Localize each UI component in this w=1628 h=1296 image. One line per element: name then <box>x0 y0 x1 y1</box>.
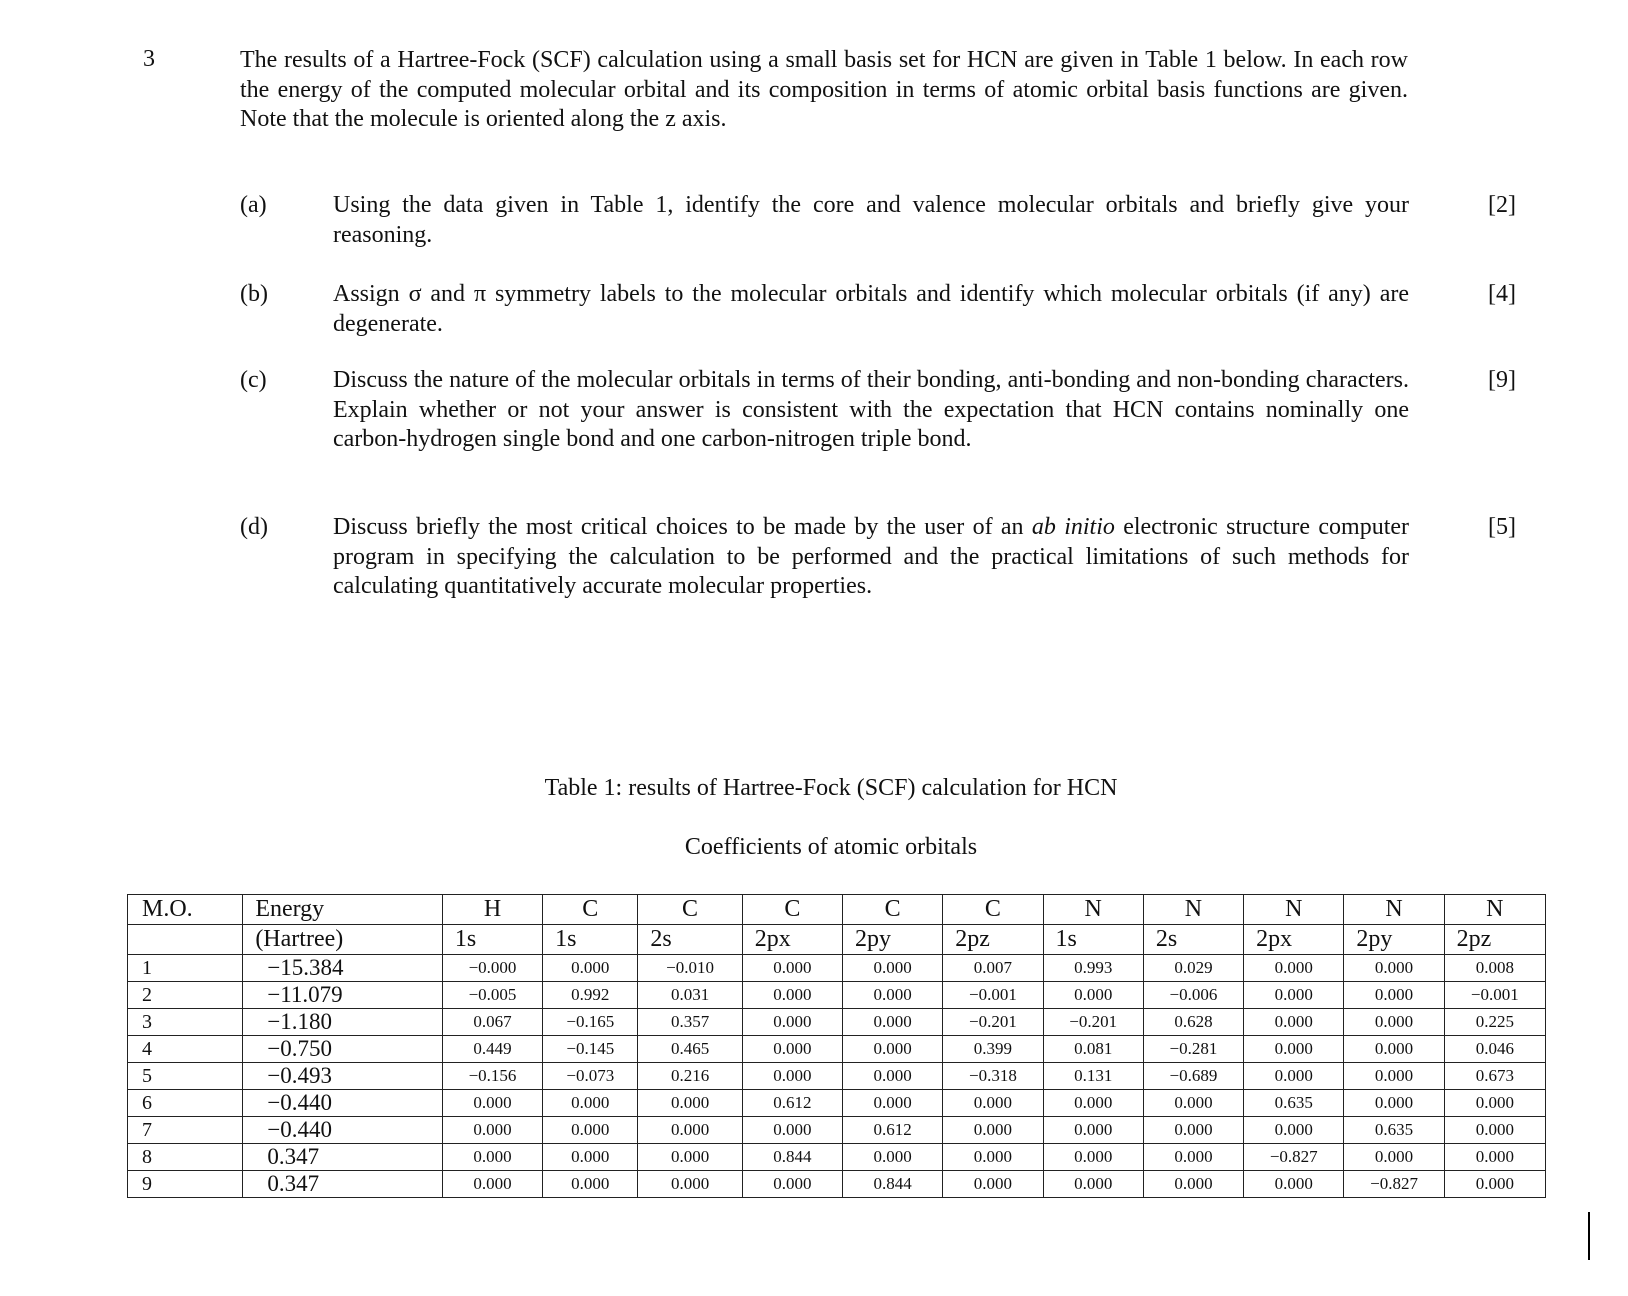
coefficient-cell: −0.827 <box>1244 1144 1344 1171</box>
question-number: 3 <box>143 46 155 72</box>
part-label: (a) <box>240 192 267 218</box>
coefficient-cell: 0.000 <box>943 1090 1043 1117</box>
coefficient-cell: 0.000 <box>1444 1090 1545 1117</box>
energy-cell: −1.180 <box>243 1009 443 1036</box>
coefficient-cell: 0.000 <box>842 1063 942 1090</box>
coefficient-cell: 0.000 <box>1344 1144 1444 1171</box>
coefficient-cell: 0.000 <box>543 1117 638 1144</box>
coefficient-cell: −0.281 <box>1143 1036 1243 1063</box>
part-text: Discuss the nature of the molecular orbitals in terms of their bonding, anti-bonding and non-bonding characters. Explain whether or not your answer is consistent with the expectation that HCN contains nominally one carbon-hydrogen single bond and one carbon-nitrogen triple bond. <box>333 367 1409 452</box>
header-cell: C <box>638 895 742 925</box>
part-marks: [9] <box>1488 367 1516 393</box>
energy-cell: −0.493 <box>243 1063 443 1090</box>
coefficient-cell: 0.029 <box>1143 955 1243 982</box>
header-cell: C <box>943 895 1043 925</box>
coefficient-cell: 0.449 <box>442 1036 542 1063</box>
header-row-orbital <box>128 925 1546 955</box>
header-cell: 1s <box>1043 925 1143 955</box>
coefficient-cell: 0.000 <box>543 1171 638 1198</box>
coefficient-cell: 0.067 <box>442 1009 542 1036</box>
coefficient-cell: −0.001 <box>1444 982 1545 1009</box>
coefficient-cell: 0.000 <box>1444 1171 1545 1198</box>
mo-index-cell: 6 <box>128 1090 243 1117</box>
coefficient-cell: −0.201 <box>943 1009 1043 1036</box>
coefficient-cell: 0.000 <box>543 955 638 982</box>
coefficient-cell: 0.225 <box>1444 1009 1545 1036</box>
coefficient-cell: −0.001 <box>943 982 1043 1009</box>
mo-index-cell: 2 <box>128 982 243 1009</box>
part-text <box>333 513 1409 602</box>
table-row <box>128 1090 1546 1117</box>
coefficient-cell: 0.000 <box>1344 1036 1444 1063</box>
coefficient-cell: 0.000 <box>943 1171 1043 1198</box>
coefficient-cell: −0.165 <box>543 1009 638 1036</box>
coefficient-cell: −0.827 <box>1344 1171 1444 1198</box>
coefficient-cell: 0.000 <box>1344 1009 1444 1036</box>
energy-cell: −11.079 <box>243 982 443 1009</box>
mo-coefficients-table <box>127 894 1546 1198</box>
header-cell: H <box>442 895 542 925</box>
part-text-italic: ab initio <box>1031 514 1115 540</box>
table-row <box>128 1036 1546 1063</box>
coefficient-cell: −0.689 <box>1143 1063 1243 1090</box>
header-cell: 2px <box>1244 925 1344 955</box>
header-cell: M.O. <box>128 895 243 925</box>
header-cell: N <box>1143 895 1243 925</box>
table-row <box>128 1063 1546 1090</box>
coefficient-cell: 0.000 <box>442 1144 542 1171</box>
energy-cell: −0.750 <box>243 1036 443 1063</box>
coefficient-cell: 0.673 <box>1444 1063 1545 1090</box>
coefficient-cell: 0.000 <box>543 1144 638 1171</box>
mo-index-cell: 9 <box>128 1171 243 1198</box>
part-label: (c) <box>240 367 267 393</box>
coefficient-cell: 0.031 <box>638 982 742 1009</box>
coefficient-cell: −0.000 <box>442 955 542 982</box>
header-cell: 2pz <box>943 925 1043 955</box>
coefficient-cell: 0.000 <box>1244 982 1344 1009</box>
table-subcaption: Coefficients of atomic orbitals <box>684 834 978 860</box>
coefficient-cell: 0.000 <box>638 1144 742 1171</box>
question-intro: The results of a Hartree-Fock (SCF) calculation using a small basis set for HCN are given in Table 1 below. In each row the energy of the computed molecular orbital and its composition in terms of atomic orbital basis functions are given. Note that the molecule is oriented along the z axis. <box>240 47 1408 132</box>
mo-index-cell: 7 <box>128 1117 243 1144</box>
coefficient-cell: 0.357 <box>638 1009 742 1036</box>
coefficient-cell: 0.000 <box>742 955 842 982</box>
coefficient-cell: −0.156 <box>442 1063 542 1090</box>
table-row <box>128 1171 1546 1198</box>
coefficient-cell: 0.000 <box>1043 1090 1143 1117</box>
header-row-atom <box>128 895 1546 925</box>
table-row <box>128 1144 1546 1171</box>
mo-index-cell: 5 <box>128 1063 243 1090</box>
coefficient-cell: −0.010 <box>638 955 742 982</box>
coefficient-cell: −0.145 <box>543 1036 638 1063</box>
header-cell: 2py <box>842 925 942 955</box>
part-text-after: electronic structure computer program in specifying the calculation to be performed and the practical limitations of such methods for calculating quantitatively accurate molecular properties. <box>333 514 1410 599</box>
coefficient-cell: 0.000 <box>638 1117 742 1144</box>
energy-cell: −0.440 <box>243 1117 443 1144</box>
coefficient-cell: 0.000 <box>1244 955 1344 982</box>
coefficient-cell: 0.993 <box>1043 955 1143 982</box>
coefficient-cell: 0.000 <box>1244 1036 1344 1063</box>
energy-cell: −15.384 <box>243 955 443 982</box>
coefficient-cell: 0.000 <box>742 1171 842 1198</box>
energy-cell: −0.440 <box>243 1090 443 1117</box>
coefficient-cell: 0.635 <box>1244 1090 1344 1117</box>
header-cell: 2px <box>742 925 842 955</box>
header-cell: N <box>1444 895 1545 925</box>
header-cell: 2py <box>1344 925 1444 955</box>
coefficient-cell: 0.000 <box>1244 1117 1344 1144</box>
header-cell: N <box>1344 895 1444 925</box>
header-cell: N <box>1043 895 1143 925</box>
coefficient-cell: 0.046 <box>1444 1036 1545 1063</box>
mo-index-cell: 4 <box>128 1036 243 1063</box>
header-cell: C <box>842 895 942 925</box>
mo-index-cell: 1 <box>128 955 243 982</box>
coefficient-cell: 0.000 <box>842 1144 942 1171</box>
mo-index-cell: 3 <box>128 1009 243 1036</box>
coefficient-cell: 0.000 <box>1344 1090 1444 1117</box>
part-marks: [4] <box>1488 281 1516 307</box>
coefficient-cell: 0.000 <box>442 1090 542 1117</box>
coefficient-cell: 0.000 <box>1444 1117 1545 1144</box>
header-cell <box>128 925 243 955</box>
coefficient-cell: 0.000 <box>742 1063 842 1090</box>
text-cursor <box>1588 1212 1590 1260</box>
coefficient-cell: 0.216 <box>638 1063 742 1090</box>
header-cell: Energy <box>243 895 443 925</box>
coefficient-cell: 0.008 <box>1444 955 1545 982</box>
coefficient-cell: 0.465 <box>638 1036 742 1063</box>
table-row <box>128 982 1546 1009</box>
part-marks: [2] <box>1488 192 1516 218</box>
coefficient-cell: 0.992 <box>543 982 638 1009</box>
coefficient-cell: 0.000 <box>842 955 942 982</box>
coefficient-cell: 0.000 <box>842 1090 942 1117</box>
coefficient-cell: 0.000 <box>1043 1117 1143 1144</box>
table-row <box>128 1009 1546 1036</box>
table-row <box>128 1117 1546 1144</box>
part-text: Using the data given in Table 1, identify the core and valence molecular orbitals and briefly give your reasoning. <box>333 192 1409 248</box>
coefficient-cell: 0.612 <box>742 1090 842 1117</box>
coefficient-cell: 0.000 <box>842 982 942 1009</box>
coefficient-cell: 0.000 <box>1043 1144 1143 1171</box>
coefficient-cell: 0.000 <box>742 1117 842 1144</box>
coefficient-cell: 0.000 <box>1344 955 1444 982</box>
coefficient-cell: −0.201 <box>1043 1009 1143 1036</box>
coefficient-cell: 0.007 <box>943 955 1043 982</box>
coefficient-cell: −0.005 <box>442 982 542 1009</box>
coefficient-cell: −0.073 <box>543 1063 638 1090</box>
coefficient-cell: 0.000 <box>943 1144 1043 1171</box>
header-cell: N <box>1244 895 1344 925</box>
coefficient-cell: 0.000 <box>638 1090 742 1117</box>
header-cell: 2s <box>638 925 742 955</box>
coefficient-cell: 0.399 <box>943 1036 1043 1063</box>
coefficient-cell: −0.006 <box>1143 982 1243 1009</box>
coefficient-cell: 0.000 <box>1344 982 1444 1009</box>
coefficient-cell: 0.000 <box>943 1117 1043 1144</box>
part-text-before: Discuss briefly the most critical choices to be made by the user of an <box>333 514 1032 540</box>
coefficient-cell: 0.000 <box>1143 1171 1243 1198</box>
header-cell: 1s <box>543 925 638 955</box>
table-caption: Table 1: results of Hartree-Fock (SCF) calculation for HCN <box>544 775 1118 801</box>
coefficient-cell: 0.081 <box>1043 1036 1143 1063</box>
coefficient-cell: 0.000 <box>742 1009 842 1036</box>
header-cell: 2s <box>1143 925 1243 955</box>
coefficient-cell: 0.000 <box>638 1171 742 1198</box>
coefficient-cell: 0.000 <box>1143 1144 1243 1171</box>
coefficient-cell: −0.318 <box>943 1063 1043 1090</box>
coefficient-cell: 0.000 <box>1244 1063 1344 1090</box>
coefficient-cell: 0.000 <box>742 982 842 1009</box>
coefficient-cell: 0.000 <box>742 1036 842 1063</box>
coefficient-cell: 0.000 <box>543 1090 638 1117</box>
coefficient-cell: 0.000 <box>842 1036 942 1063</box>
coefficient-cell: 0.844 <box>842 1171 942 1198</box>
coefficient-cell: 0.000 <box>1143 1090 1243 1117</box>
part-label: (b) <box>240 281 268 307</box>
coefficient-cell: 0.612 <box>842 1117 942 1144</box>
coefficient-cell: 0.628 <box>1143 1009 1243 1036</box>
coefficient-cell: 0.000 <box>1444 1144 1545 1171</box>
part-marks: [5] <box>1488 514 1516 540</box>
coefficient-cell: 0.000 <box>1143 1117 1243 1144</box>
header-cell: (Hartree) <box>243 925 443 955</box>
coefficient-cell: 0.131 <box>1043 1063 1143 1090</box>
energy-cell: 0.347 <box>243 1171 443 1198</box>
mo-index-cell: 8 <box>128 1144 243 1171</box>
header-cell: C <box>742 895 842 925</box>
coefficient-cell: 0.000 <box>1043 1171 1143 1198</box>
table-row <box>128 955 1546 982</box>
coefficient-cell: 0.000 <box>1244 1171 1344 1198</box>
coefficient-cell: 0.844 <box>742 1144 842 1171</box>
energy-cell: 0.347 <box>243 1144 443 1171</box>
coefficient-cell: 0.000 <box>442 1171 542 1198</box>
coefficient-cell: 0.000 <box>1344 1063 1444 1090</box>
coefficient-cell: 0.635 <box>1344 1117 1444 1144</box>
header-cell: 2pz <box>1444 925 1545 955</box>
part-label: (d) <box>240 514 268 540</box>
header-cell: 1s <box>442 925 542 955</box>
part-text: Assign σ and π symmetry labels to the molecular orbitals and identify which molecular orbitals (if any) are degenerate. <box>333 281 1409 337</box>
coefficient-cell: 0.000 <box>1043 982 1143 1009</box>
coefficient-cell: 0.000 <box>842 1009 942 1036</box>
header-cell: C <box>543 895 638 925</box>
coefficient-cell: 0.000 <box>442 1117 542 1144</box>
coefficient-cell: 0.000 <box>1244 1009 1344 1036</box>
